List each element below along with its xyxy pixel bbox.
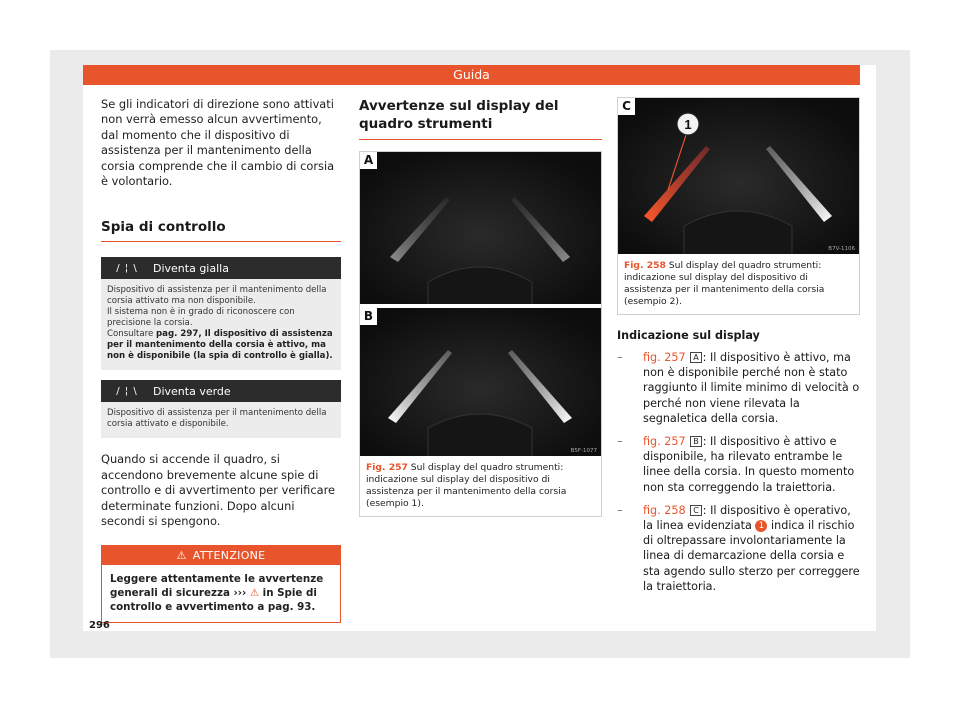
lamp-green-box bbox=[101, 380, 341, 438]
lane-assist-icon: / ¦ \ bbox=[116, 385, 138, 397]
figure-ref-link[interactable]: fig. 257 bbox=[643, 351, 686, 364]
lamp-yellow-consult: Consultare bbox=[107, 329, 154, 340]
panel-a-graphic bbox=[360, 152, 601, 304]
lamp-yellow-header bbox=[101, 257, 341, 279]
warning-triangle-icon: ⚠ bbox=[249, 587, 260, 600]
lamp-yellow-box bbox=[101, 257, 341, 370]
panel-b-label: B bbox=[360, 308, 377, 325]
marker-1-badge: 1 bbox=[755, 520, 767, 532]
panel-c-label: C bbox=[618, 98, 635, 115]
figure-257-text: Sul display del quadro strumenti: indicazione sul display del dispositivo di assistenza per il mantenimento della corsia (esempio 1). bbox=[366, 462, 567, 509]
lamp-yellow-line2: Il sistema non è in grado di riconoscere con precisione la corsia. bbox=[107, 307, 295, 329]
figure-258-text: Sul display del quadro strumenti: indicazione sul display del dispositivo di assistenza per il mantenimento della corsia (esempio 2). bbox=[624, 260, 825, 307]
display-indication-heading: Indicazione sul display bbox=[617, 329, 760, 342]
lamp-yellow-line3 bbox=[107, 329, 335, 362]
warning-text-1: Leggere attentamente le avvertenze generali di sicurezza bbox=[110, 573, 324, 600]
page-number: 296 bbox=[89, 620, 110, 631]
warning-header bbox=[102, 546, 340, 565]
marker-1-text: 1 bbox=[684, 117, 692, 132]
panel-ref-b: B bbox=[690, 436, 702, 447]
figure-ref-link[interactable]: fig. 257 bbox=[643, 435, 686, 449]
panel-ref-c: C bbox=[690, 505, 702, 516]
section-title-spia: Spia di controllo bbox=[101, 219, 341, 242]
figure-257-label: Fig. 257 bbox=[366, 462, 408, 473]
lamp-yellow-body bbox=[101, 279, 341, 370]
list-item: – fig. 258 C : Il dispositivo è operativo, la linea evidenziata 1 indica il rischio di oltrepassare involontariamente la linea di demarcazione della corsia e sta agendo sullo sterzo per correggere la traiettoria. bbox=[617, 503, 860, 593]
bullet-text: : Il dispositivo è attivo, ma non è disponibile perché non è stato raggiunto il limite minimo di velocità o perché non viene rilevata la segnaletica della corsia. bbox=[643, 351, 860, 425]
column-left bbox=[101, 97, 341, 623]
figure-code: B5F-1077 bbox=[570, 448, 597, 454]
warning-text-2: in Spie di controllo e avvertimento a pag. 93. bbox=[110, 587, 317, 614]
lamp-yellow-line1: Dispositivo di assistenza per il mantenimento della corsia attivato ma non disponibile. bbox=[107, 285, 327, 307]
figure-ref-link[interactable]: fig. 258 bbox=[643, 503, 686, 517]
startup-paragraph: Quando si accende il quadro, si accendono brevemente alcune spie di controllo e di avvertimento per verificare determinate funzioni. Dopo alcuni secondi si spengono. bbox=[101, 452, 336, 529]
column-right bbox=[617, 97, 860, 594]
warning-body bbox=[102, 565, 340, 622]
bullet-text: : Il dispositivo è operativo, la linea evidenziata bbox=[643, 503, 851, 533]
panel-ref-a: A bbox=[690, 352, 701, 363]
lamp-green-body bbox=[101, 402, 341, 438]
warning-box bbox=[101, 545, 341, 623]
bullet-text: : Il dispositivo è attivo e disponibile, ha rilevato entrambe le linee della corsia. In questo momento non sta correggendo la traiettoria. bbox=[643, 435, 855, 494]
lane-assist-icon: / ¦ \ bbox=[116, 262, 138, 274]
display-panel-c bbox=[618, 98, 859, 254]
intro-paragraph: Se gli indicatori di direzione sono attivati non verrà emesso alcun avvertimento, dal momento che il dispositivo di assistenza per il mantenimento della corsia comprende che il cambio di corsia è volontario. bbox=[101, 97, 335, 189]
panel-c-graphic bbox=[618, 98, 859, 254]
bullet-text: indica il rischio di oltrepassare involontariamente la linea di demarcazione della corsia e sta agendo sullo sterzo per correggere la traiettoria. bbox=[643, 519, 860, 593]
figure-257-caption bbox=[360, 456, 601, 516]
list-item: – fig. 257 A : Il dispositivo è attivo, ma non è disponibile perché non è stato raggiunto il limite minimo di velocità o perché non viene rilevata la segnaletica della corsia. bbox=[617, 351, 860, 425]
chapter-header: Guida bbox=[83, 65, 860, 85]
figure-258 bbox=[617, 97, 860, 315]
figure-code: B7V-1106 bbox=[828, 246, 855, 252]
panel-a-label: A bbox=[360, 152, 377, 169]
column-middle bbox=[359, 97, 602, 517]
list-item: – fig. 257 B : Il dispositivo è attivo e disponibile, ha rilevato entrambe le linee della corsia. In questo momento non sta correggendo la traiettoria. bbox=[617, 435, 855, 494]
warning-arrows[interactable]: ››› bbox=[233, 587, 247, 600]
lamp-green-line1: Dispositivo di assistenza per il mantenimento della corsia attivato e disponibile. bbox=[107, 408, 327, 430]
warning-triangle-icon: ⚠ bbox=[176, 549, 187, 563]
display-panel-a bbox=[360, 152, 601, 304]
lamp-yellow-title: Diventa gialla bbox=[153, 261, 229, 275]
lamp-green-header bbox=[101, 380, 341, 402]
display-panel-b bbox=[360, 308, 601, 456]
figure-258-label: Fig. 258 bbox=[624, 260, 666, 271]
section-title-avvertenze: Avvertenze sul display del quadro strumenti bbox=[359, 97, 602, 140]
figure-257 bbox=[359, 151, 602, 517]
lamp-yellow-link[interactable]: pag. 297, Il dispositivo di assistenza per il mantenimento della corsia è attivo, ma non è disponibile (la spia di controllo è gialla). bbox=[107, 329, 333, 362]
lamp-green-title: Diventa verde bbox=[153, 384, 231, 398]
panel-b-graphic bbox=[360, 308, 601, 456]
warning-title: ATTENZIONE bbox=[192, 549, 266, 563]
figure-258-caption bbox=[618, 254, 859, 314]
